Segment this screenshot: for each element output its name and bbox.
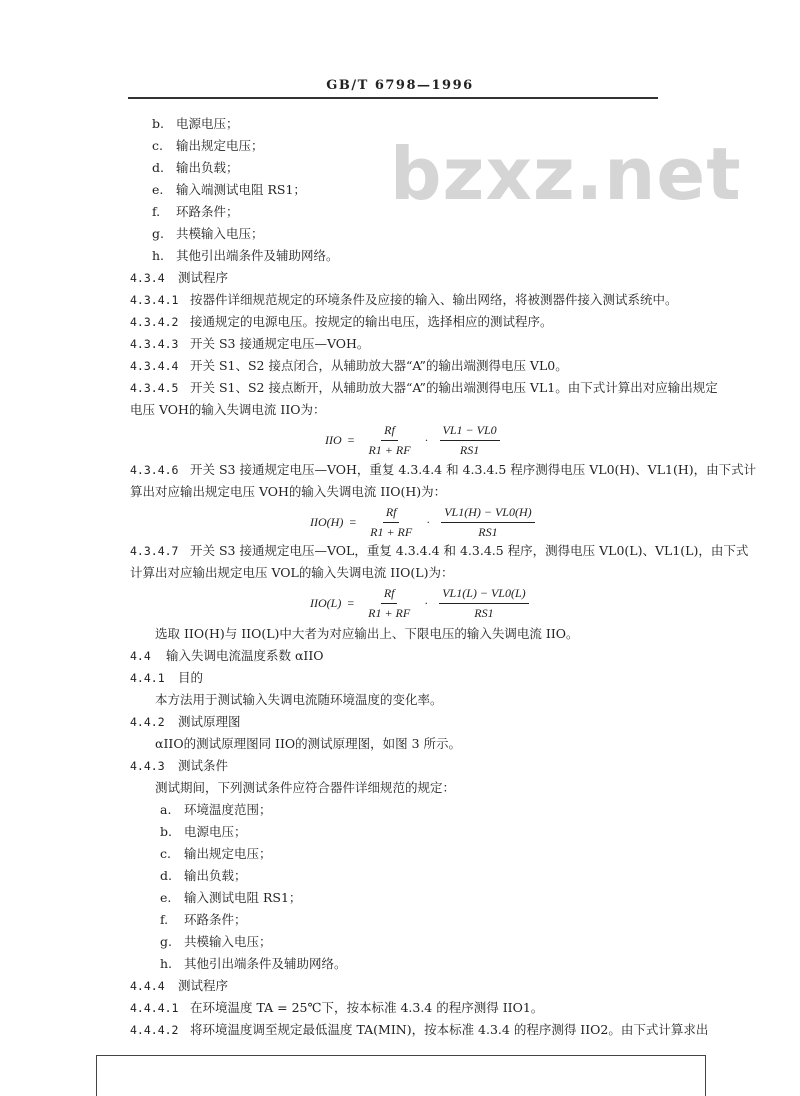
list-item: c. 输出规定电压； [160, 846, 272, 861]
formula-iio-h: IIO(H) = $\frac{Rf}{R1 + RF}$ · $\frac{VL1(H) - VL0(H)}{RS1}$ [310, 505, 540, 540]
list-item: f. 环路条件； [160, 912, 247, 927]
clause: 4.3.4.7 开关 S3 接通规定电压—VOL，重复 4.3.4.4 和 4.3.4.5 程序，测得电压 VL0(L)、VL1(L)，由下式 [130, 543, 749, 558]
list-item: b. 电源电压； [160, 824, 247, 839]
section-heading: 4.4 输入失调电流温度系数 αIIO [130, 648, 324, 663]
section-heading: 4.4.1 目的 [130, 670, 204, 685]
clause: 4.4.4.1 在环境温度 TA = 25℃下，按本标准 4.3.4 的程序测得 IIO1。 [130, 1000, 544, 1015]
page-header: GB/T 6798—1996 [326, 78, 474, 93]
paragraph: 本方法用于测试输入失调电流随环境温度的变化率。 [155, 692, 443, 707]
header-rule [128, 97, 658, 99]
paragraph: αIIO的测试原理图同 IIO的测试原理图，如图 3 所示。 [155, 736, 462, 751]
clause: 4.3.4.2 接通规定的电源电压。按规定的输出电压，选择相应的测试程序。 [130, 314, 553, 329]
list-item: g. 共模输入电压； [152, 226, 264, 241]
section-heading: 4.3.4 测试程序 [130, 270, 229, 285]
clause: 4.3.4.3 开关 S3 接通规定电压—VOH。 [130, 336, 370, 351]
clause: 4.3.4.5 开关 S1、S2 接点断开，从辅助放大器“A”的输出端测得电压 VL1。由下式计算出对应输出规定 [130, 380, 718, 395]
clause: 4.3.4.1 按器件详细规范规定的环境条件及应接的输入、输出网络，将被测器件接入测试系统中。 [130, 292, 678, 307]
list-item: g. 共模输入电压； [160, 934, 272, 949]
clause-continuation: 计算出对应输出规定电压 VOL的输入失调电流 IIO(L)为： [130, 565, 454, 580]
clause-continuation: 电压 VOH的输入失调电流 IIO为： [130, 402, 326, 417]
list-item: h. 其他引出端条件及辅助网络。 [160, 956, 347, 971]
formula-iio: IIO = $\frac{Rf}{R1 + RF}$ · $\frac{VL1 - VL0}{RS1}$ [325, 423, 505, 458]
section-heading: 4.4.4 测试程序 [130, 978, 229, 993]
clause: 4.4.4.2 将环境温度调至规定最低温度 TA(MIN)，按本标准 4.3.4 的程序测得 IIO2。由下式计算求出 [130, 1022, 709, 1037]
clause-continuation: 算出对应输出规定电压 VOH的输入失调电流 IIO(H)为： [130, 484, 447, 499]
footer-frame [96, 1055, 706, 1096]
list-item: f. 环路条件； [152, 204, 239, 219]
list-item: d. 输出负载； [160, 868, 247, 883]
list-item: b. 电源电压； [152, 116, 239, 131]
list-item: d. 输出负载； [152, 160, 239, 175]
formula-iio-l: IIO(L) = $\frac{Rf}{R1 + RF}$ · $\frac{VL1(L) - VL0(L)}{RS1}$ [310, 586, 534, 621]
clause: 4.3.4.4 开关 S1、S2 接点闭合，从辅助放大器“A”的输出端测得电压 VL0。 [130, 358, 568, 373]
list-item: a. 环境温度范围； [160, 802, 272, 817]
list-item: h. 其他引出端条件及辅助网络。 [152, 248, 339, 263]
list-item: e. 输入测试电阻 RS1； [160, 890, 302, 905]
list-item: c. 输出规定电压； [152, 138, 264, 153]
section-heading: 4.4.2 测试原理图 [130, 714, 241, 729]
paragraph: 测试期间，下列测试条件应符合器件详细规范的规定： [155, 780, 456, 795]
list-item: e. 输入端测试电阻 RS1； [152, 182, 306, 197]
watermark: bzxz.net [390, 132, 742, 216]
clause: 4.3.4.6 开关 S3 接通规定电压—VOH，重复 4.3.4.4 和 4.3.4.5 程序测得电压 VL0(H)、VL1(H)，由下式计 [130, 462, 757, 477]
section-heading: 4.4.3 测试条件 [130, 758, 229, 773]
paragraph: 选取 IIO(H)与 IIO(L)中大者为对应输出上、下限电压的输入失调电流 IIO。 [155, 626, 579, 641]
